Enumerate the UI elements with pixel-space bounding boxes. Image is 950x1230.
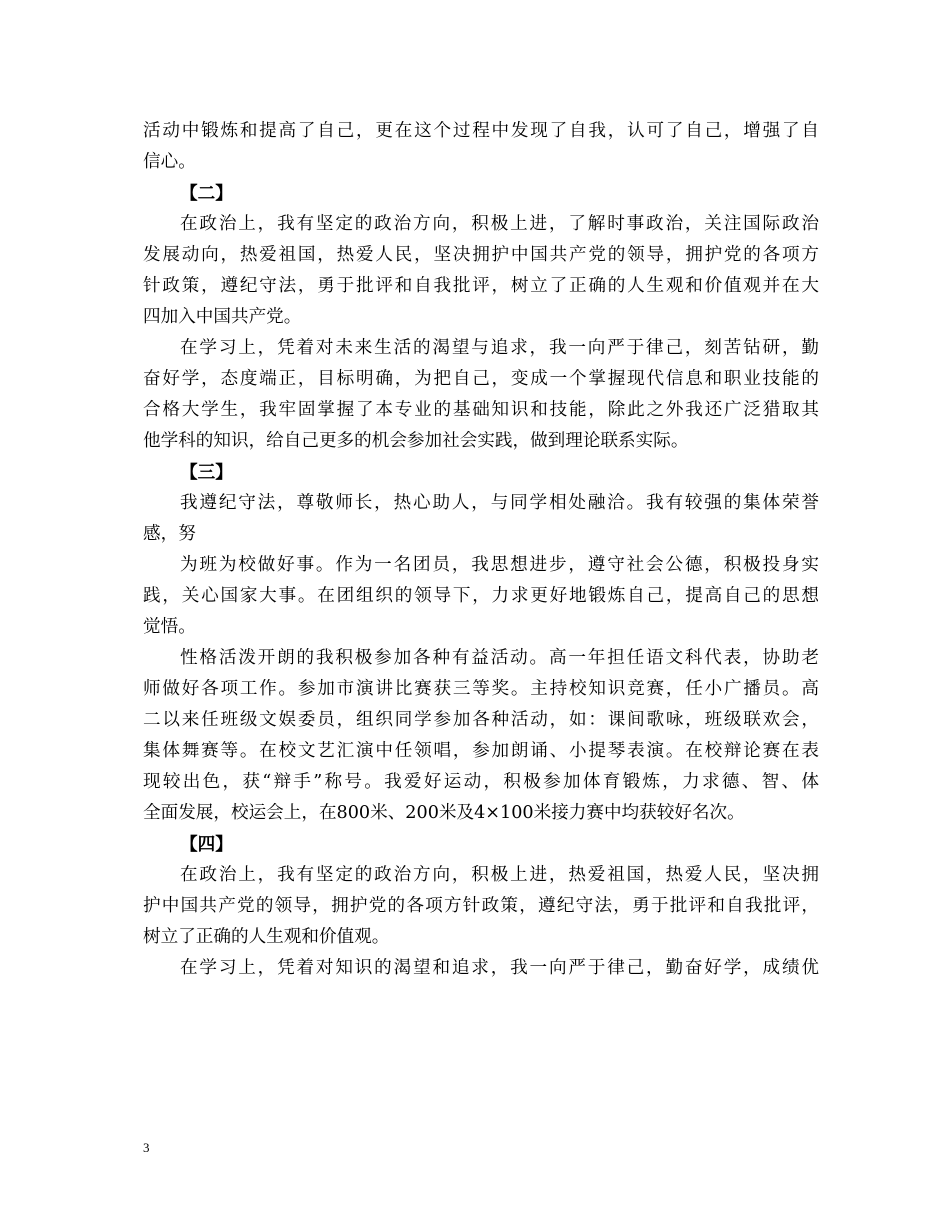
document-body	[143, 116, 819, 984]
text-line: 发展动向，热爱祖国，热爱人民，坚决拥护中国共产党的领导，拥护党的各项方	[143, 245, 819, 265]
text-line: 在政治上，我有坚定的政治方向，积极上进，热爱祖国，热爱人民，坚决拥	[180, 865, 819, 885]
text-line: 觉悟。	[143, 617, 196, 637]
text-line: 感，努	[143, 524, 196, 544]
text-line: 在学习上，凭着对未来生活的渴望与追求，我一向严于律己，刻苦钻研，勤	[180, 338, 819, 358]
text-line: 他学科的知识，给自己更多的机会参加社会实践，做到理论联系实际。	[143, 431, 689, 451]
text-line: 合格大学生，我牢固掌握了本专业的基础知识和技能，除此之外我还广泛猎取其	[143, 400, 819, 420]
text-line: 践，关心国家大事。在团组织的领导下，力求更好地锻炼自己，提高自己的思想	[143, 586, 819, 606]
text-line: 信心。	[143, 152, 196, 172]
text-line: 全面发展，校运会上，在800米、200米及4×100米接力赛中均获较好名次。	[143, 803, 745, 823]
text-line: 师做好各项工作。参加市演讲比赛获三等奖。主持校知识竞赛，任小广播员。高	[143, 679, 819, 699]
text-line: 二以来任班级文娱委员，组织同学参加各种活动，如：课间歌咏，班级联欢会，	[143, 710, 819, 730]
section-heading: 【四】	[180, 834, 233, 855]
text-line: 在学习上，凭着对知识的渴望和追求，我一向严于律己，勤奋好学，成绩优	[180, 958, 819, 978]
text-line: 护中国共产党的领导，拥护党的各项方针政策，遵纪守法，勇于批评和自我批评，	[143, 896, 819, 916]
text-line: 奋好学，态度端正，目标明确，为把自己，变成一个掌握现代信息和职业技能的	[143, 369, 819, 389]
text-line: 在政治上，我有坚定的政治方向，积极上进，了解时事政治，关注国际政治	[180, 214, 819, 234]
text-line: 集体舞赛等。在校文艺汇演中任领唱，参加朗诵、小提琴表演。在校辩论赛在表	[143, 741, 819, 761]
section-heading: 【二】	[180, 183, 233, 204]
text-line: 针政策，遵纪守法，勇于批评和自我批评，树立了正确的人生观和价值观并在大	[143, 276, 819, 296]
text-line: 现较出色，获“辩手”称号。我爱好运动，积极参加体育锻炼，力求德、智、体	[143, 772, 819, 792]
section-heading: 【三】	[180, 462, 233, 483]
text-line: 我遵纪守法，尊敬师长，热心助人，与同学相处融洽。我有较强的集体荣誉	[180, 493, 819, 513]
text-line: 活动中锻炼和提高了自己，更在这个过程中发现了自我，认可了自己，增强了自	[143, 121, 819, 141]
text-line: 性格活泼开朗的我积极参加各种有益活动。高一年担任语文科代表，协助老	[180, 648, 819, 668]
text-line: 树立了正确的人生观和价值观。	[143, 927, 390, 947]
text-line: 四加入中国共产党。	[143, 307, 302, 327]
text-line: 为班为校做好事。作为一名团员，我思想进步，遵守社会公德，积极投身实	[180, 555, 819, 575]
page-number: 3	[143, 1140, 150, 1155]
